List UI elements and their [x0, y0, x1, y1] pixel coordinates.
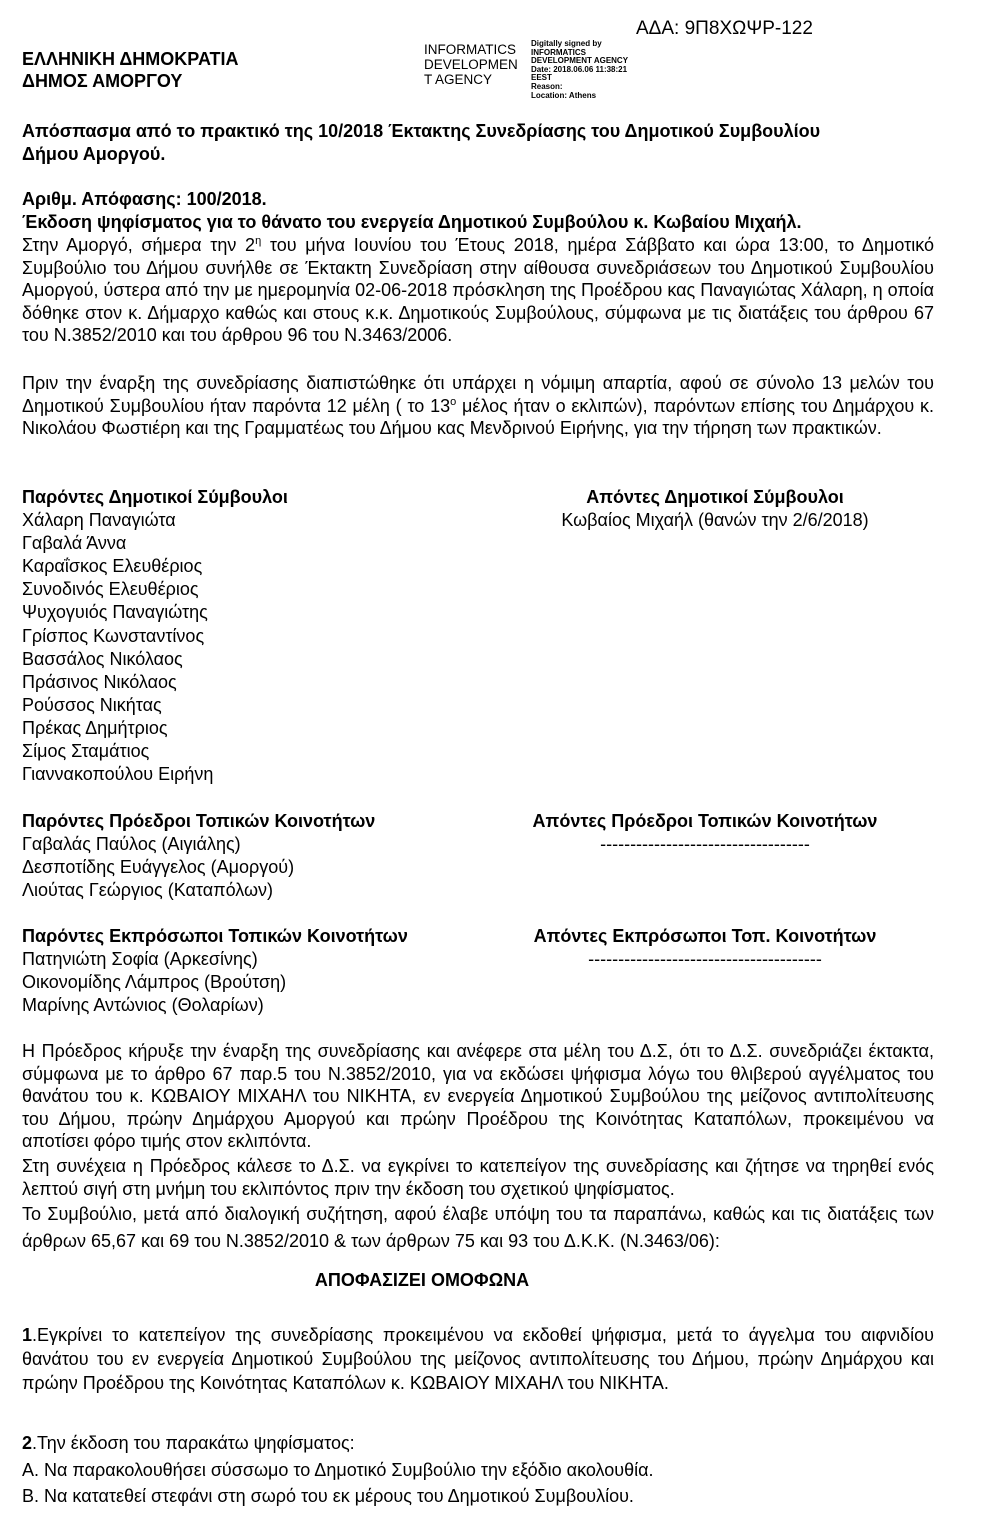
body-paragraph-2: Στη συνέχεια η Πρόεδρος κάλεσε το Δ.Σ. να εγκρίνει το κατεπείγον της συνεδρίασης και ζήτησε να τηρηθεί ενός λεπτού σιγή στη μνήμη του εκλιπόντος πριν την έκδοση του σχετικού ψηφίσματος. — [22, 1156, 934, 1199]
signature-agency-line: INFORMATICS — [424, 42, 516, 57]
signature-detail-line: Location: Athens — [531, 90, 597, 100]
signature-detail-line: Date: 2018.06.06 11:38:21 — [531, 64, 628, 74]
absent-presidents-dashes: ----------------------------------- — [600, 834, 810, 855]
signature-agency-line: DEVELOPMEN — [424, 57, 518, 72]
councillor-name: Γιαννακοπούλου Ειρήνη — [22, 764, 214, 785]
councillor-name: Χάλαρη Παναγιώτα — [22, 510, 176, 531]
councillor-name: Ρούσσος Νικήτας — [22, 694, 162, 715]
signature-agency-line: T AGENCY — [424, 72, 493, 87]
present-presidents — [22, 810, 375, 902]
document-title-line: Απόσπασμα από το πρακτικό της 10/2018 Έκτακτης Συνεδρίασης του Δημοτικού Συμβουλίου — [22, 121, 821, 141]
present-councillors — [22, 486, 288, 786]
intro-text: Στην Αμοργό, σήμερα την 2 — [22, 235, 256, 255]
issuer-country: ΕΛΛΗΝΙΚΗ ΔΗΜΟΚΡΑΤΙΑ — [22, 49, 239, 69]
councillor-name: Πρέκας Δημήτριος — [22, 717, 168, 738]
representative-name: Μαρίνης Αντώνιος (Θολαρίων) — [22, 995, 264, 1016]
decision-subject: Έκδοση ψηφίσματος για το θάνατο του ενεργεία Δημοτικού Συμβούλου κ. Κωβαίου Μιχαήλ. — [22, 212, 802, 232]
signature-detail-line: EEST — [531, 73, 552, 83]
quorum-text: μέλος ήταν ο εκλιπών), παρόντων επίσης του Δημάρχου κ. Νικολάου Φωστιέρη και της Γραμματέως του Δήμου κας Μενδρινού Ειρήνης, για την τήρηση των πρακτικών. — [22, 395, 934, 439]
ada-code: ΑΔΑ: 9Π8ΧΩΨΡ-122 — [636, 18, 813, 39]
signature-details — [531, 40, 628, 100]
quorum-text: Πριν την έναρξη της συνεδρίασης διαπιστώθηκε ότι υπάρχει η νόμιμη απαρτία, αφού σε σύνολο 13 μελών του Δημοτικού Συμβουλίου ήταν παρόντα 12 μέλη ( το 13 — [22, 373, 934, 416]
intro-text: του μήνα Ιουνίου του Έτους 2018, ημέρα Σάββατο και ώρα 13:00, το Δημοτικό Συμβούλιο του Δήμου συνήλθε σε Έκτακτη Συνεδρίαση στην αίθουσα συνεδριάσεων του Δημοτικού Συμβουλίου Αμοργού, ύστερα από την με ημερομηνία 02-06-2018 πρόσκληση της Προέδρου κας Παναγιώτας Χάλαρη, η οποία δόθηκε στον κ. Δήμαρχο καθώς και στους κ.κ. Δημοτικούς Συμβούλους, σύμφωνα με τις διατάξεις του άρθρου 67 του Ν.3852/2010 και του άρθρου 96 του Ν.3463/2006. — [22, 235, 934, 346]
president-name: Γαβαλάς Παύλος (Αιγιάλης) — [22, 834, 241, 855]
councillor-name: Γαβαλά Άννα — [22, 533, 127, 554]
councillor-name: Συνοδινός Ελευθέριος — [22, 579, 199, 600]
issuer-header — [22, 48, 238, 92]
absent-councillors — [530, 486, 900, 532]
point-number: 2 — [22, 1433, 33, 1453]
president-name: Δεσποτίδης Ευάγγελος (Αμοργού) — [22, 857, 295, 878]
decides-heading: ΑΠΟΦΑΣΙΖΕΙ ΟΜΟΦΩΝΑ — [314, 1270, 530, 1290]
intro-paragraph — [22, 234, 934, 347]
representative-name: Πατηνιώτη Σοφία (Αρκεσίνης) — [22, 949, 258, 970]
councillor-name: Γρίσπος Κωνσταντίνος — [22, 625, 205, 646]
decision-number: Αριθμ. Απόφασης: 100/2018. — [22, 189, 267, 209]
point-number: 1 — [22, 1325, 33, 1345]
issuer-municipality: ΔΗΜΟΣ ΑΜΟΡΓΟΥ — [22, 71, 183, 91]
resolution-item-b: Β. Να κατατεθεί στεφάνι στη σωρό του εκ μέρους του Δημοτικού Συμβουλίου. — [22, 1486, 634, 1506]
present-presidents-heading: Παρόντες Πρόεδροι Τοπικών Κοινοτήτων — [22, 811, 376, 831]
superscript: ο — [450, 395, 457, 408]
absent-councillor-name: Κωβαίος Μιχαήλ (θανών την 2/6/2018) — [561, 510, 869, 531]
councillor-name: Βασσάλος Νικόλαος — [22, 648, 183, 669]
decision-point-2 — [22, 1432, 934, 1455]
councillor-name: Πράσινος Νικόλαος — [22, 671, 177, 692]
present-representatives — [22, 925, 408, 1017]
signature-detail-line: DEVELOPMENT AGENCY — [531, 56, 629, 66]
councillor-name: Καραΐσκος Ελευθέριος — [22, 556, 203, 577]
absent-presidents — [500, 810, 910, 856]
signature-agency — [424, 42, 518, 87]
signature-detail-line: Reason: — [531, 81, 563, 91]
president-name: Λιούτας Γεώργιος (Καταπόλων) — [22, 880, 274, 901]
councillor-name: Ψυχογυιός Παναγιώτης — [22, 602, 208, 623]
absent-representatives — [500, 925, 910, 971]
point-text: .Την έκδοση του παρακάτω ψηφίσματος: — [32, 1433, 355, 1453]
representative-name: Οικονομίδης Λάμπρος (Βρούτση) — [22, 972, 287, 993]
point-text: .Εγκρίνει το κατεπείγον της συνεδρίασης προκειμένου να εκδοθεί ψήφισμα, μετά το άγγελμα του αιφνιδίου θανάτου του εν ενεργεία Δημοτικού Συμβούλου της μείζονος αντιπολίτευσης του Δήμου, πρώην Δημάρχου και πρώην Προέδρου της Κοινότητας Καταπόλων κ. ΚΩΒΑΙΟΥ ΜΙΧΑΗΛ του ΝΙΚΗΤΑ. — [22, 1325, 934, 1394]
quorum-paragraph — [22, 372, 934, 440]
superscript: η — [255, 235, 262, 247]
present-councillors-heading: Παρόντες Δημοτικοί Σύμβουλοι — [22, 487, 288, 507]
signature-detail-line: INFORMATICS — [531, 47, 586, 57]
document-title-line: Δήμου Αμοργού. — [22, 143, 166, 164]
councillor-name: Σίμος Σταμάτιος — [22, 741, 150, 762]
decision-point-1 — [22, 1323, 934, 1396]
document-title — [22, 120, 934, 165]
absent-presidents-heading: Απόντες Πρόεδροι Τοπικών Κοινοτήτων — [532, 811, 878, 831]
absent-councillors-heading: Απόντες Δημοτικοί Σύμβουλοι — [586, 487, 844, 507]
absent-representatives-heading: Απόντες Εκπρόσωποι Τοπ. Κοινοτήτων — [533, 926, 877, 946]
body-paragraph-3: Το Συμβούλιο, μετά από διαλογική συζήτηση, αφού έλαβε υπόψη του τα παραπάνω, καθώς και τις διατάξεις των άρθρων 65,67 και 69 του Ν.3852/2010 & των άρθρων 75 και 93 του Δ.Κ.Κ. (Ν.3463/06): — [22, 1204, 934, 1251]
body-paragraph-1: Η Πρόεδρος κήρυξε την έναρξη της συνεδρίασης και ανέφερε στα μέλη του Δ.Σ, ότι το Δ.Σ. συνεδριάζει έκτακτα, σύμφωνα με το άρθρο 67 παρ.5 του Ν.3852/2010, για να εκδώσει ψήφισμα λόγω του θλιβερού αγγέλματος του θανάτου του κ. ΚΩΒΑΙΟΥ ΜΙΧΑΗΛ του ΝΙΚΗΤΑ, εν ενεργεία Δημοτικού Συμβούλου της μείζονος αντιπολίτευσης του Δήμου, πρώην Δημάρχου Αμοργού και πρώην Προέδρου της Κοινότητας Καταπόλων, προκειμένου να αποτίσει φόρο τιμής στον εκλιπόντα. — [22, 1041, 934, 1152]
absent-representatives-dashes: --------------------------------------- — [588, 949, 822, 970]
present-representatives-heading: Παρόντες Εκπρόσωποι Τοπικών Κοινοτήτων — [22, 926, 408, 946]
resolution-item-a: Α. Να παρακολουθήσει σύσσωμο το Δημοτικό Συμβούλιο την εξόδιο ακολουθία. — [22, 1460, 654, 1480]
signature-detail-line: Digitally signed by — [531, 39, 602, 48]
